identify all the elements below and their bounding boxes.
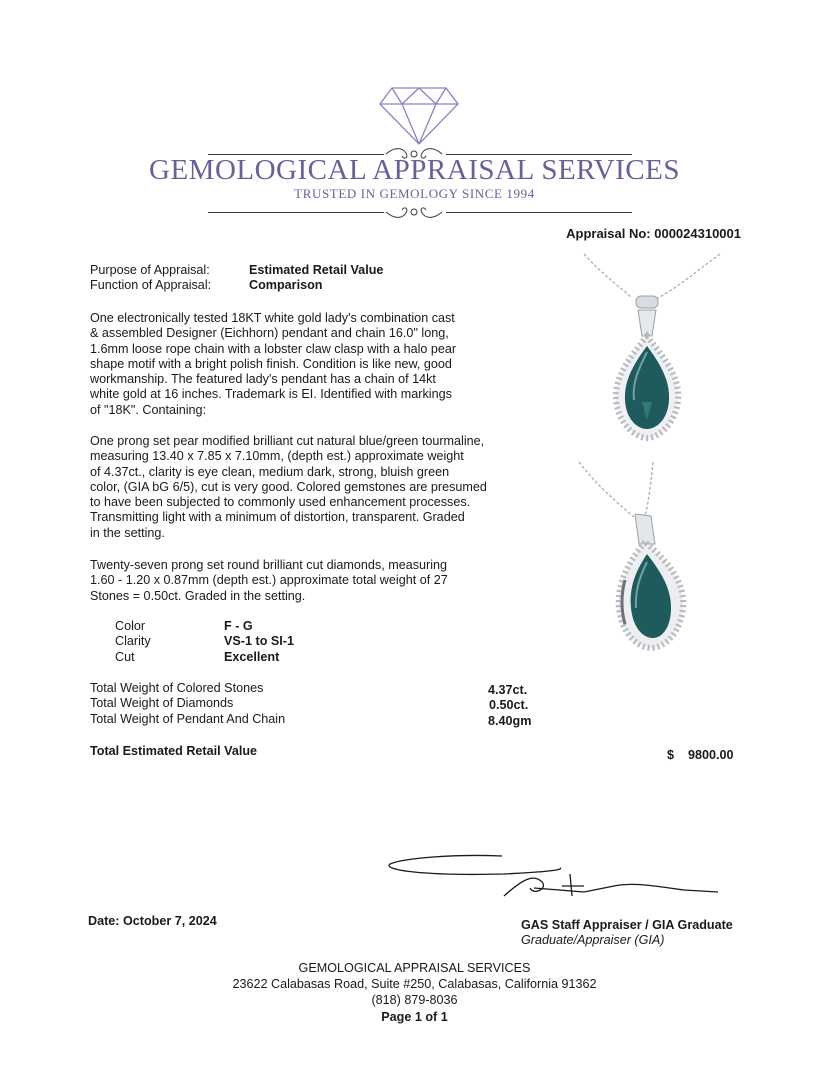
pendant-front-photo xyxy=(580,252,740,442)
grade-value-clarity: VS-1 to SI-1 xyxy=(224,634,294,648)
pendant-angle-photo xyxy=(575,460,735,660)
diamonds-line: 1.60 - 1.20 x 0.87mm (depth est.) approximate total weight of 27 xyxy=(90,573,448,588)
tourmaline-line: to have been subjected to commonly used enhancement processes. xyxy=(90,495,471,510)
tourmaline-line: color, (GIA bG 6/5), cut is very good. Colored gemstones are presumed xyxy=(90,479,487,494)
tourmaline-line: of 4.37ct., clarity is eye clean, medium dark, strong, bluish green xyxy=(90,464,450,479)
diamond-logo-icon xyxy=(378,86,460,146)
footer-phone: (818) 879-8036 xyxy=(371,993,458,1007)
description-line: shape motif with a bright polish finish. Condition is like new, good xyxy=(90,356,452,371)
purpose-label: Purpose of Appraisal: xyxy=(90,263,210,277)
grade-label-cut: Cut xyxy=(115,650,135,664)
total-diamonds-value: 0.50ct. xyxy=(489,698,529,712)
tourmaline-line: One prong set pear modified brilliant cut natural blue/green tourmaline, xyxy=(90,434,485,448)
header-bottom-rule-right xyxy=(446,212,632,213)
appraisal-date: Date: October 7, 2024 xyxy=(88,914,217,928)
grade-label-clarity: Clarity xyxy=(115,634,151,648)
purpose-value: Estimated Retail Value xyxy=(249,263,384,277)
total-pendant-value: 8.40gm xyxy=(488,714,532,728)
page-number: Page 1 of 1 xyxy=(381,1010,448,1024)
diamonds-line: Twenty-seven prong set round brilliant cut diamonds, measuring xyxy=(90,558,448,572)
description-line: & assembled Designer (Eichhorn) pendant and chain 16.0" long, xyxy=(90,326,449,341)
flourish-bottom-icon xyxy=(384,203,444,221)
tourmaline-line: Transmitting light with a minimum of distortion, transparent. Graded xyxy=(90,510,465,525)
grade-label-color: Color xyxy=(115,619,146,633)
item-description xyxy=(90,311,530,418)
description-line: of "18K". Containing: xyxy=(90,402,207,417)
description-line: white gold at 16 inches. Trademark is EI. Identified with markings xyxy=(90,387,452,402)
diamonds-description xyxy=(90,558,530,604)
diamonds-line: Stones = 0.50ct. Graded in the setting. xyxy=(90,588,306,603)
tourmaline-description xyxy=(90,434,530,541)
description-line: 1.6mm loose rope chain with a lobster claw clasp with a halo pear xyxy=(90,341,457,356)
appraisal-number: Appraisal No: 000024310001 xyxy=(566,226,741,241)
function-label: Function of Appraisal: xyxy=(90,278,212,292)
description-line: One electronically tested 18KT white gold lady's combination cast xyxy=(90,311,455,325)
retail-value-label: Total Estimated Retail Value xyxy=(90,744,258,758)
header-bottom-rule xyxy=(208,212,384,213)
company-tagline: TRUSTED IN GEMOLOGY SINCE 1994 xyxy=(294,186,535,201)
footer-company: GEMOLOGICAL APPRAISAL SERVICES xyxy=(298,961,531,975)
description-line: workmanship. The featured lady's pendant has a chain of 14kt xyxy=(90,372,436,387)
total-pendant-label: Total Weight of Pendant And Chain xyxy=(90,712,286,726)
total-colored-stones-value: 4.37ct. xyxy=(488,683,528,697)
grade-value-cut: Excellent xyxy=(224,650,280,664)
retail-value: 9800.00 xyxy=(688,748,734,762)
footer-address: 23622 Calabasas Road, Suite #250, Calabasas, California 91362 xyxy=(232,977,597,991)
company-name: GEMOLOGICAL APPRAISAL SERVICES xyxy=(149,154,680,186)
appraiser-title: GAS Staff Appraiser / GIA Graduate xyxy=(521,918,733,932)
tourmaline-line: in the setting. xyxy=(90,525,165,540)
tourmaline-line: measuring 13.40 x 7.85 x 7.10mm, (depth est.) approximate weight xyxy=(90,449,464,464)
total-diamonds-label: Total Weight of Diamonds xyxy=(90,696,234,710)
appraiser-signature xyxy=(384,852,724,898)
retail-currency: $ xyxy=(667,748,675,762)
appraiser-subtitle: Graduate/Appraiser (GIA) xyxy=(521,933,665,947)
grade-value-color: F - G xyxy=(224,619,253,633)
total-colored-stones-label: Total Weight of Colored Stones xyxy=(90,681,264,695)
function-value: Comparison xyxy=(249,278,323,292)
